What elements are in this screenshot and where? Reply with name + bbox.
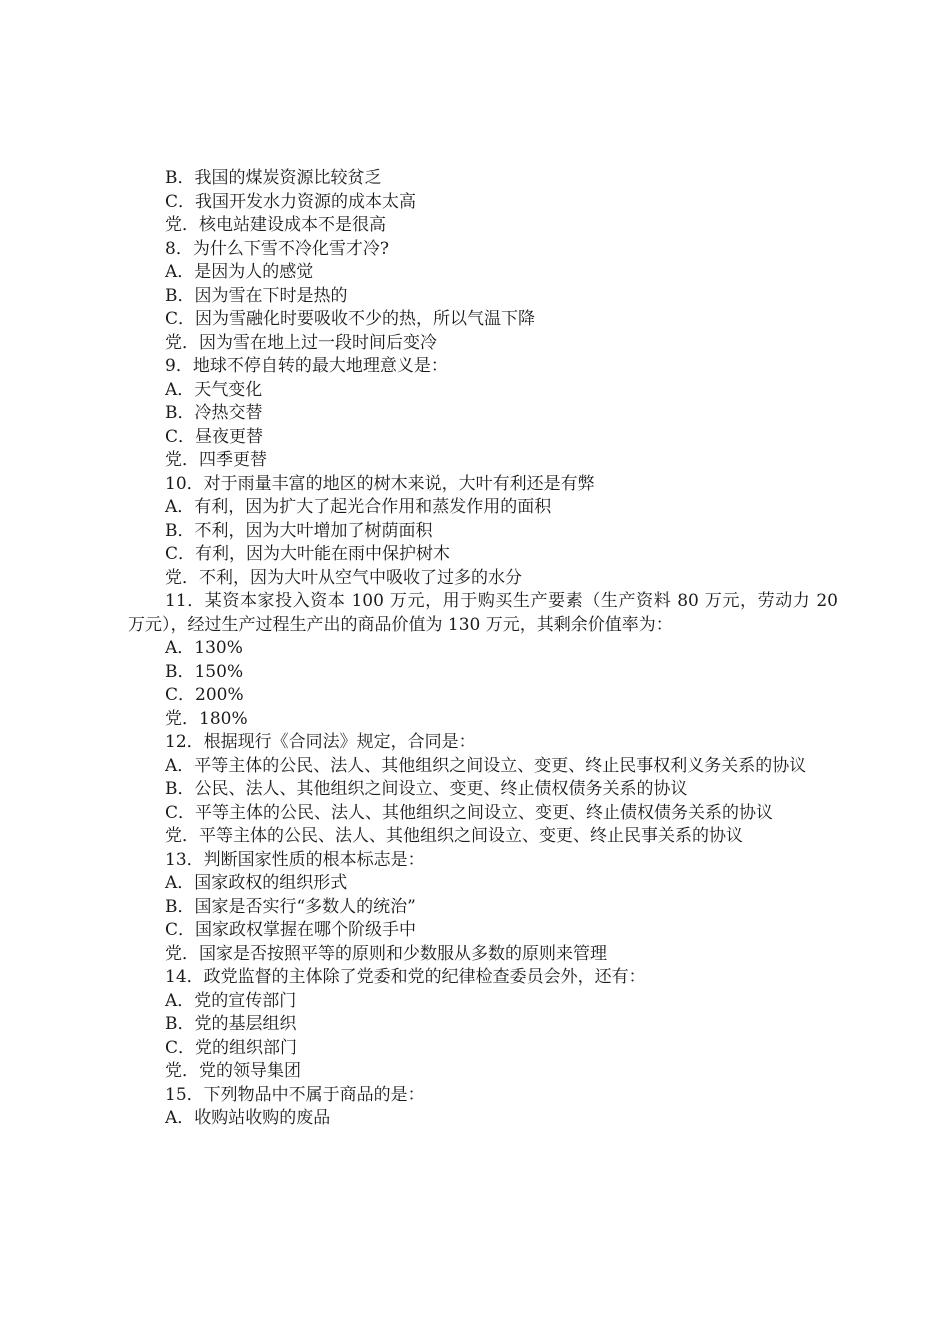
text-line: B．公民、法人、其他组织之间设立、变更、终止债权债务关系的协议: [165, 779, 688, 799]
text-line: C．昼夜更替: [165, 426, 264, 447]
text-line: 党．平等主体的公民、法人、其他组织之间设立、变更、终止民事关系的协议: [165, 826, 743, 846]
text-line: A．有利，因为扩大了起光合作用和蒸发作用的面积: [165, 497, 552, 517]
text-line: A．国家政权的组织形式: [165, 873, 348, 893]
text-line: 11．某资本家投入资本 100 万元，用于购买生产要素（生产资料 80 万元，劳动力 20 万元），经过生产过程生产出的商品价值为 130 万元，其剩余价值率为：: [128, 591, 844, 635]
text-line: 9．地球不停自转的最大地理意义是：: [165, 356, 448, 376]
text-line: 8．为什么下雪不冷化雪才冷?: [165, 238, 389, 259]
text-line: B．150%: [165, 661, 244, 682]
text-line: 党．180%: [165, 708, 248, 729]
text-line: 党．四季更替: [165, 450, 267, 470]
text-line: 党．核电站建设成本不是很高: [165, 215, 386, 235]
text-line: 党．不利，因为大叶从空气中吸收了过多的水分: [165, 567, 522, 588]
text-line: 12．根据现行《合同法》规定，合同是：: [165, 732, 476, 752]
text-line: A．收购站收购的废品: [165, 1108, 331, 1128]
text-line: 13．判断国家性质的根本标志是：: [165, 849, 425, 870]
text-line: C．200%: [165, 685, 244, 705]
text-line: B．我国的煤炭资源比较贫乏: [165, 168, 382, 188]
text-line: B．不利，因为大叶增加了树荫面积: [165, 520, 433, 541]
text-line: A．党的宣传部门: [165, 990, 297, 1011]
text-line: A．是因为人的感觉: [165, 262, 314, 282]
text-line: B．党的基层组织: [165, 1014, 297, 1034]
text-line: B．因为雪在下时是热的: [165, 285, 348, 306]
text-line: C．党的组织部门: [165, 1037, 298, 1058]
document-body: [128, 167, 844, 1131]
text-line: 15．下列物品中不属于商品的是：: [165, 1084, 425, 1105]
text-line: C．有利，因为大叶能在雨中保护树木: [165, 544, 451, 564]
text-line: 14．政党监督的主体除了党委和党的纪律检查委员会外，还有：: [165, 967, 646, 987]
text-line: C．平等主体的公民、法人、其他组织之间设立、变更、终止债权债务关系的协议: [165, 802, 774, 823]
text-line: B．国家是否实行“多数人的统治”: [165, 896, 416, 917]
text-line: C．我国开发水力资源的成本太高: [165, 191, 417, 212]
text-line: 党．党的领导集团: [165, 1061, 301, 1081]
text-line: 党．因为雪在地上过一段时间后变冷: [165, 332, 437, 353]
text-line: 党．国家是否按照平等的原则和少数服从多数的原则来管理: [165, 943, 607, 964]
text-line: C．因为雪融化时要吸收不少的热，所以气温下降: [165, 309, 536, 329]
text-line: C．国家政权掌握在哪个阶级手中: [165, 920, 417, 940]
text-line: B．冷热交替: [165, 403, 263, 423]
text-line: 10．对于雨量丰富的地区的树木来说，大叶有利还是有弊: [165, 473, 595, 494]
text-line: A．130%: [165, 638, 243, 658]
text-line: A．平等主体的公民、法人、其他组织之间设立、变更、终止民事权利义务关系的协议: [165, 755, 807, 776]
text-line: A．天气变化: [165, 379, 263, 400]
